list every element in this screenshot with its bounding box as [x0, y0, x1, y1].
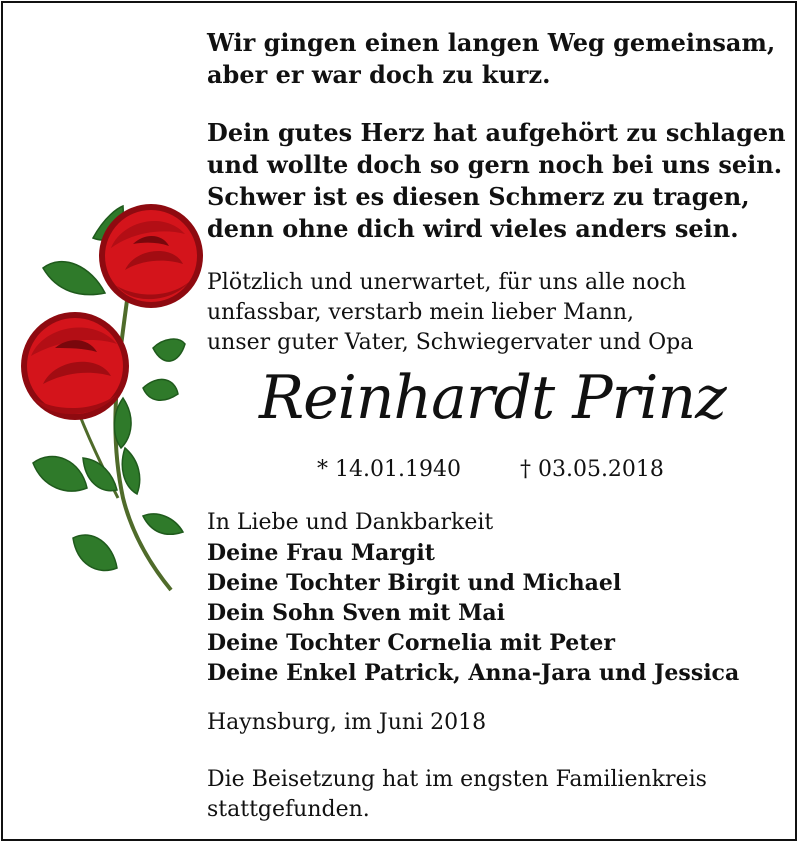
- life-dates: [317, 457, 716, 482]
- mourner: Deine Tochter Cornelia mit Peter: [207, 630, 615, 656]
- rose-front: [21, 312, 129, 420]
- intro-line: unfassbar, verstarb mein lieber Mann,: [207, 300, 635, 325]
- place-and-date: Haynsburg, im Juni 2018: [207, 710, 487, 735]
- poem-stanza-1: [207, 27, 775, 91]
- deceased-name: Reinhardt Prinz: [259, 363, 726, 433]
- obituary-notice: [1, 1, 797, 841]
- poem-line: Schwer ist es diesen Schmerz zu tragen,: [207, 182, 750, 211]
- note-line: Die Beisetzung hat im engsten Familienkreis: [207, 767, 707, 792]
- mourner: Deine Enkel Patrick, Anna-Jara und Jessica: [207, 660, 740, 686]
- rose-back: [99, 204, 203, 308]
- mourners-intro: In Liebe und Dankbarkeit: [207, 510, 494, 535]
- mourner: Dein Sohn Sven mit Mai: [207, 600, 506, 626]
- birth-date: * 14.01.1940: [317, 457, 461, 482]
- death-announcement: [207, 268, 693, 358]
- funeral-note: [207, 765, 767, 825]
- intro-line: unser guter Vater, Schwiegervater und Opa: [207, 330, 694, 355]
- poem-line: Dein gutes Herz hat aufgehört zu schlagen: [207, 118, 786, 147]
- mourner: Deine Tochter Birgit und Michael: [207, 570, 622, 596]
- red-roses-illustration: [13, 198, 203, 608]
- death-date: † 03.05.2018: [519, 457, 664, 482]
- poem-line: denn ohne dich wird vieles anders sein.: [207, 214, 739, 243]
- poem-stanza-2: [207, 117, 786, 245]
- note-line: stattgefunden.: [207, 797, 370, 822]
- poem-line: Wir gingen einen langen Weg gemeinsam,: [207, 28, 776, 57]
- poem-line: aber er war doch zu kurz.: [207, 60, 551, 89]
- mourners-list: [207, 508, 739, 688]
- intro-line: Plötzlich und unerwartet, für uns alle noch: [207, 270, 687, 295]
- poem-line: und wollte doch so gern noch bei uns sein.: [207, 150, 783, 179]
- mourner: Deine Frau Margit: [207, 540, 435, 566]
